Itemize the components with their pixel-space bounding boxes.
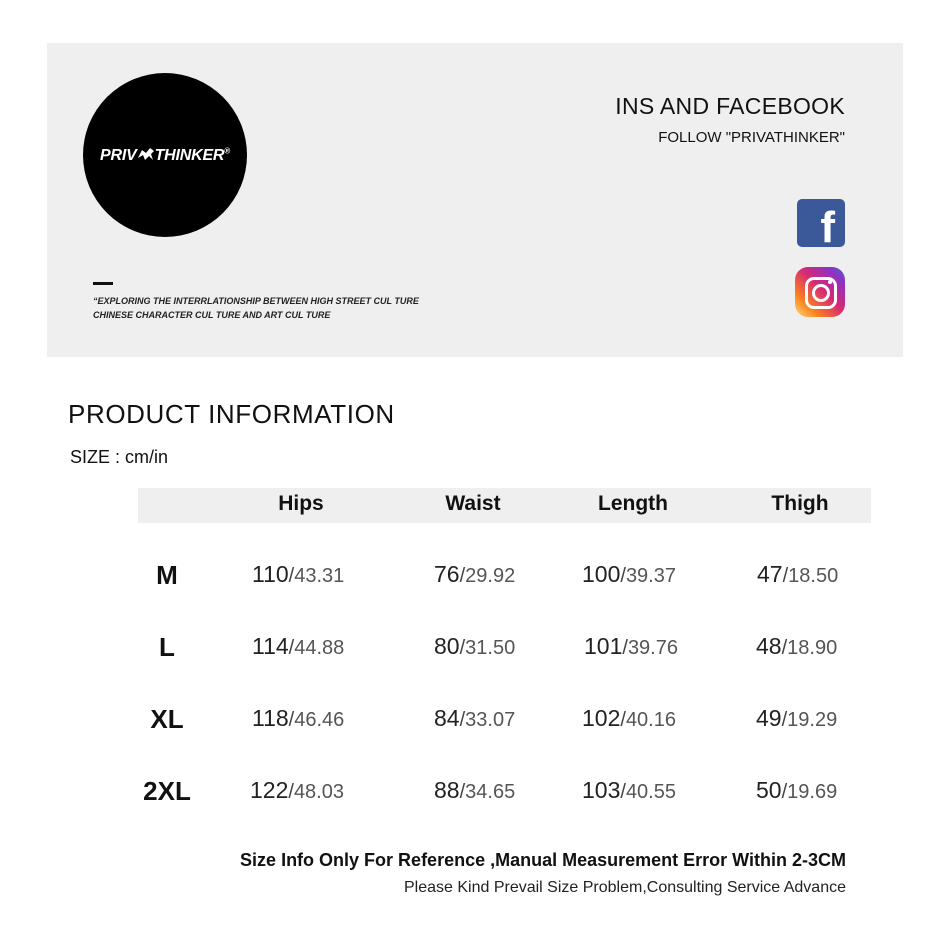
size-disclaimer: Size Info Only For Reference ,Manual Measurement Error Within 2-3CM (240, 850, 846, 870)
table-cell: 122/48.03 (250, 777, 344, 803)
instagram-lens (812, 284, 830, 302)
table-cell: 88/34.65 (434, 777, 516, 803)
table-cell: 114/44.88 (252, 633, 345, 659)
social-subtitle: FOLLOW "PRIVATHINKER" (658, 129, 845, 146)
table-cell: 101/39.76 (584, 633, 678, 659)
social-title: INS AND FACEBOOK (615, 93, 845, 119)
size-advice: Please Kind Prevail Size Problem,Consulting Service Advance (403, 879, 846, 896)
brand-logo (83, 73, 247, 237)
brand-banner (47, 43, 903, 357)
size-label-2xl: 2XL (143, 776, 191, 806)
instagram-icon[interactable] (795, 267, 845, 317)
registered-mark: ® (224, 146, 230, 156)
table-cell: 118/46.46 (252, 705, 345, 731)
logo-text-part2: THINKER (154, 146, 225, 164)
tagline-line-2: CHINESE CHARACTER CUL TURE AND ART CUL TURE (93, 310, 331, 320)
table-cell: 100/39.37 (582, 561, 676, 587)
logo-wordmark (100, 146, 230, 165)
header-waist: Waist (445, 492, 501, 515)
instagram-dot (828, 280, 832, 284)
brand-tagline (93, 294, 419, 322)
table-cell: 50/19.69 (756, 777, 838, 803)
header-hips: Hips (278, 492, 324, 515)
table-cell: 76/29.92 (434, 561, 516, 587)
table-cell: 102/40.16 (582, 705, 676, 731)
table-cell: 80/31.50 (434, 633, 516, 659)
facebook-icon[interactable] (797, 199, 845, 247)
size-label-l: L (159, 632, 175, 662)
section-title: PRODUCT INFORMATION (68, 399, 395, 429)
facebook-glyph: f (820, 203, 835, 247)
table-cell: 48/18.90 (756, 633, 838, 659)
header-length: Length (598, 492, 668, 515)
table-cell: 49/19.29 (756, 705, 838, 731)
table-cell: 103/40.55 (582, 777, 676, 803)
size-label-m: M (156, 560, 178, 590)
table-cell: 110/43.31 (252, 561, 345, 587)
table-cell: 47/18.50 (757, 561, 839, 587)
size-label-xl: XL (150, 704, 184, 734)
logo-text-part1: PRIV (100, 146, 137, 164)
table-cell: 84/33.07 (434, 705, 516, 731)
tagline-line-1: “EXPLORING THE INTERRLATIONSHIP BETWEEN HIGH STREET CUL TURE (93, 296, 419, 306)
size-unit-label: SIZE : cm/in (70, 447, 169, 467)
divider-dash (93, 282, 113, 285)
header-thigh: Thigh (771, 492, 829, 515)
panther-icon (137, 146, 155, 162)
